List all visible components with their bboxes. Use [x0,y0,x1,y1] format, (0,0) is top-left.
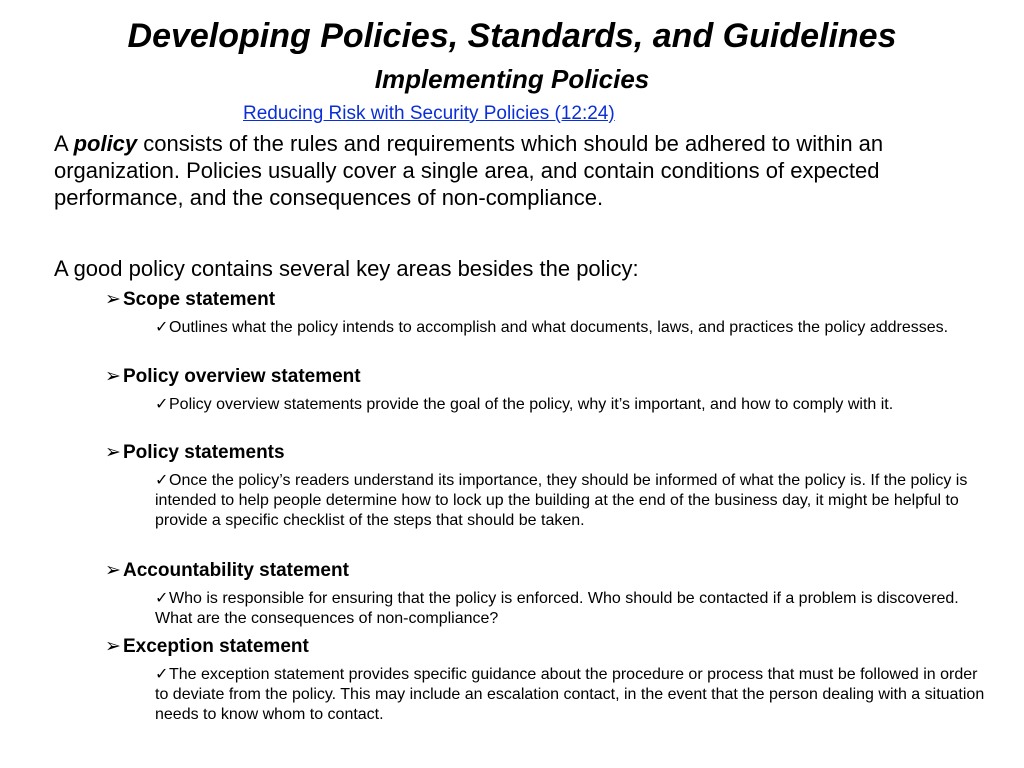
body-text: The exception statement provides specific guidance about the procedure or process that must be followed in order to deviate from the policy. This may include an escalation contact, in the event that the person dealing with a situation needs to know whom to contact. [155,666,985,723]
arrow-bullet-icon: ➢ [105,366,121,387]
checkmark-icon: ✓ [155,319,169,336]
checkmark-icon: ✓ [155,666,169,683]
slide-subtitle: Implementing Policies [374,64,650,94]
arrow-bullet-icon: ➢ [105,289,121,310]
list-item-heading [105,365,361,389]
list-item-text [155,589,985,629]
list-item-text [155,665,985,725]
list-item-heading [105,441,285,465]
list-item-heading [105,288,275,312]
checkmark-icon: ✓ [155,590,169,607]
intro-paragraph [54,130,984,211]
list-item-text [155,395,985,415]
list-item-text [155,318,985,338]
heading-text: Policy overview statement [123,366,361,387]
heading-text: Exception statement [123,636,309,657]
heading-text: Policy statements [123,442,285,463]
checkmark-icon: ✓ [155,396,169,413]
list-item-heading [105,635,309,659]
body-text: Who is responsible for ensuring that the policy is enforced. Who should be contacted if a problem is discovered. What are the consequences of non-compliance? [155,590,959,627]
intro-term: policy [73,131,138,156]
intro-prefix: A [54,131,74,156]
list-item-heading [105,559,349,583]
heading-text: Scope statement [123,289,276,310]
checkmark-icon: ✓ [155,472,169,489]
list-item-text [155,471,985,531]
lead-sentence: A good policy contains several key areas besides the policy: [54,256,639,281]
intro-text: consists of the rules and requirements which should be adhered to within an organization. Policies usually cover a single area, and contain conditions of expected performance, and the consequences of non-compliance. [54,131,884,210]
arrow-bullet-icon: ➢ [105,636,121,657]
body-text: Once the policy’s readers understand its importance, they should be informed of what the policy is. If the policy is intended to help people determine how to lock up the building at the end of the business day, it might be helpful to provide a specific checklist of the steps that should be taken. [155,472,968,529]
arrow-bullet-icon: ➢ [105,442,121,463]
body-text: Policy overview statements provide the goal of the policy, why it’s important, and how to comply with it. [169,396,894,413]
arrow-bullet-icon: ➢ [105,560,121,581]
body-text: Outlines what the policy intends to accomplish and what documents, laws, and practices the policy addresses. [169,319,949,336]
heading-text: Accountability statement [123,560,349,581]
slide-title: Developing Policies, Standards, and Guidelines [127,17,897,55]
video-link[interactable]: Reducing Risk with Security Policies (12:24) [243,103,615,124]
